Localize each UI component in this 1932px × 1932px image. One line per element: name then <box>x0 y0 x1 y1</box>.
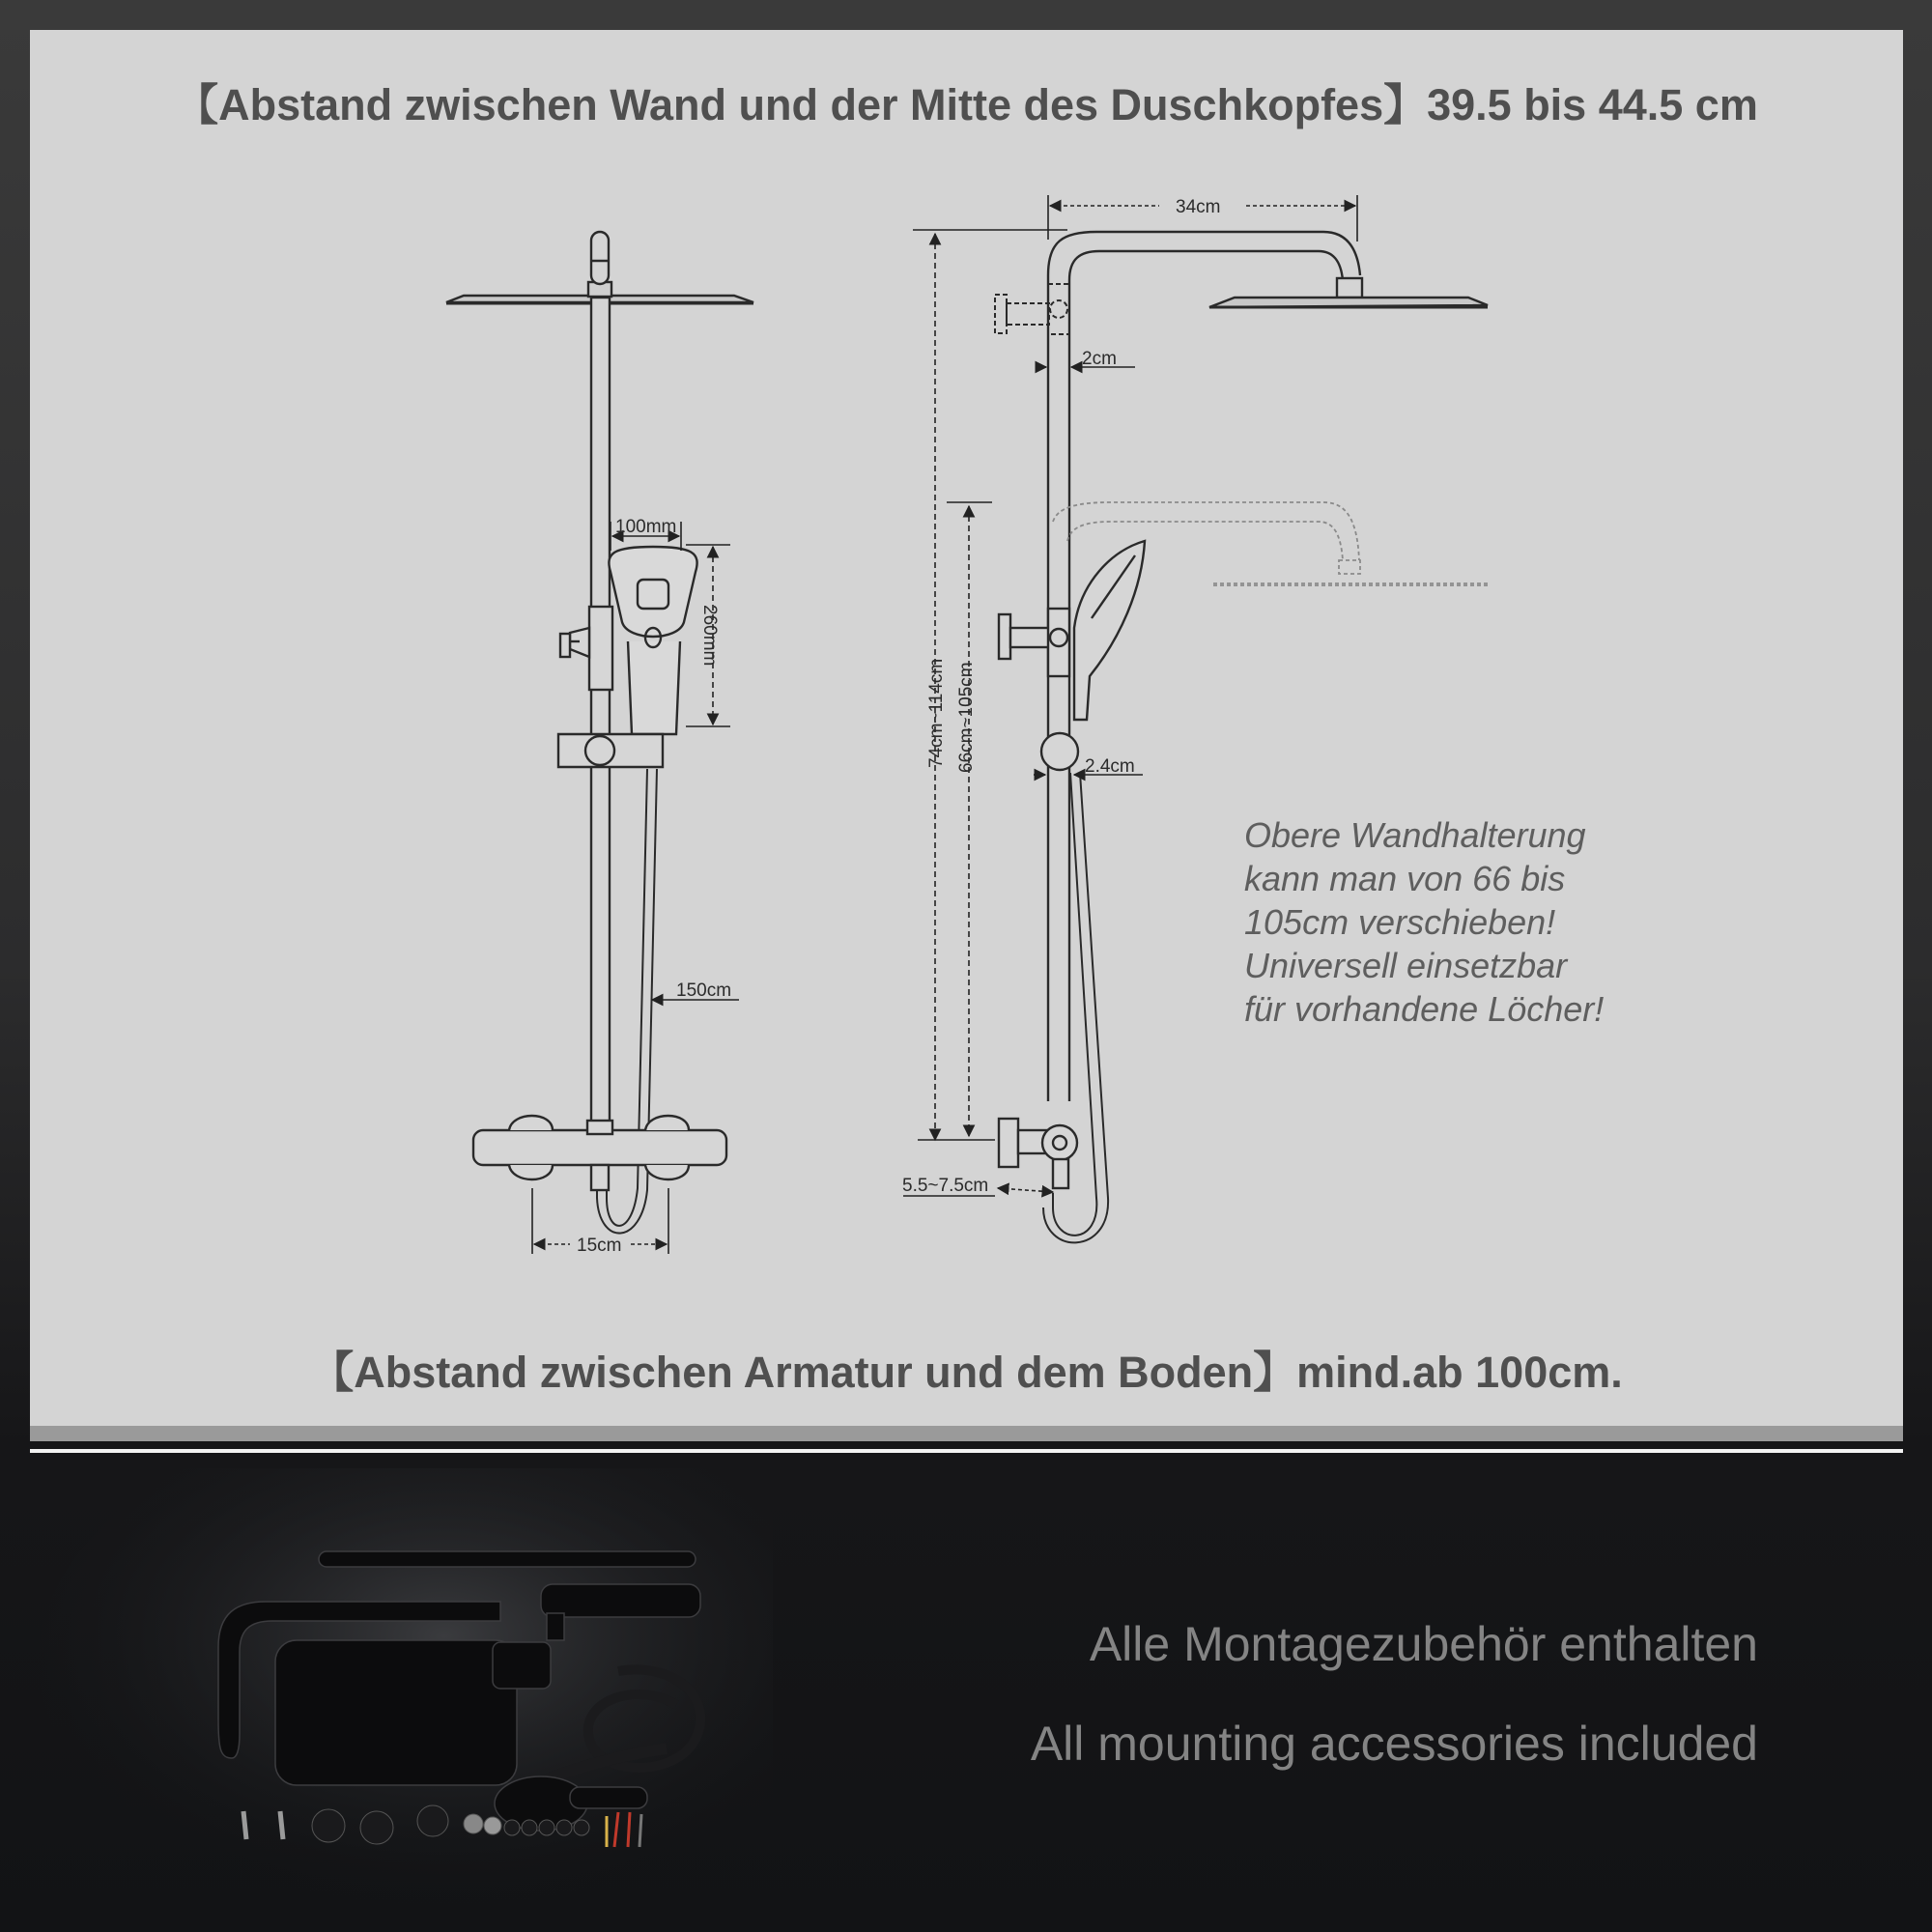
note-line: für vorhandene Löcher! <box>1244 989 1605 1029</box>
note-line: Obere Wandhalterung <box>1244 815 1586 855</box>
bracket-note <box>1244 813 1604 1031</box>
upper-wall-bracket-side <box>995 284 1069 334</box>
wall-distance-headline: 【Abstand zwischen Wand und der Mitte des Duschkopfes】39.5 bis 44.5 cm <box>175 80 1758 129</box>
lower-valve-side <box>999 1119 1077 1188</box>
thermostat-mixer-front <box>473 1116 726 1190</box>
handshower-height-label: 260mm <box>699 605 720 667</box>
note-line: 105cm verschieben! <box>1244 902 1556 942</box>
total-height-label: 74cm~114cm <box>926 658 947 768</box>
handshower-width-label: 100mm <box>615 517 677 537</box>
note-line: kann man von 66 bis <box>1244 859 1566 898</box>
side-view <box>995 232 1488 1242</box>
note-line: Universell einsetzbar <box>1244 946 1568 985</box>
pipe-diameter-label: 2.4cm <box>1085 756 1135 777</box>
rain-head-photo <box>275 1640 517 1785</box>
hand-shower-front <box>609 547 696 734</box>
slide-holder-front <box>558 734 663 767</box>
wall-bracket-front <box>560 607 612 690</box>
hand-shower-side <box>1074 541 1145 720</box>
divider-line <box>30 1449 1903 1453</box>
accessories-photo <box>0 1468 773 1932</box>
mixer-photo <box>541 1584 700 1617</box>
valve-offset-label: 5.5~7.5cm <box>902 1176 989 1196</box>
hose-length-label: 150cm <box>676 980 732 1001</box>
accessories-english: All mounting accessories included <box>1030 1717 1758 1771</box>
rain-shower-head-front <box>446 232 753 303</box>
slider-knob-side <box>1041 733 1078 770</box>
bracket-offset-label: 2cm <box>1082 349 1117 369</box>
arm-length-label: 34cm <box>1176 197 1221 217</box>
riser-pipe-front <box>591 298 610 1138</box>
floor-distance-headline: 【Abstand zwischen Armatur und dem Boden】mind.ab 100cm. <box>310 1348 1623 1397</box>
front-view <box>446 232 753 1234</box>
holder-photo <box>493 1642 551 1689</box>
middle-bracket-side <box>999 609 1069 676</box>
riser-bar-photo <box>319 1551 696 1567</box>
valve-spacing-label: 15cm <box>577 1236 622 1256</box>
bracket-range-label: 66cm~105cm <box>956 662 977 773</box>
accessories-german: Alle Montagezubehör enthalten <box>1089 1617 1758 1671</box>
